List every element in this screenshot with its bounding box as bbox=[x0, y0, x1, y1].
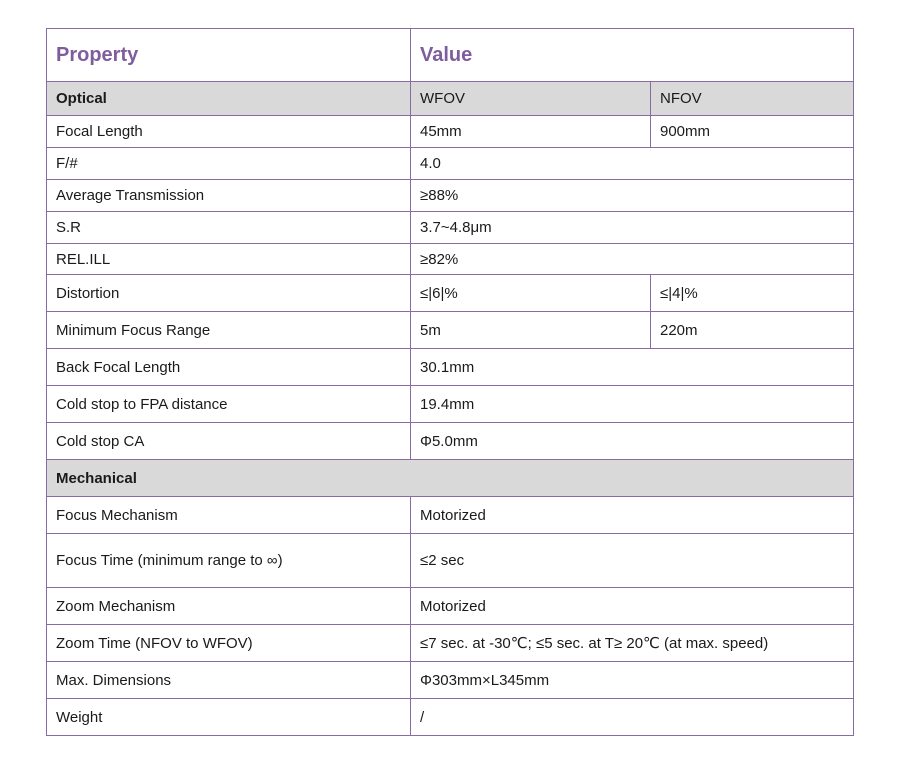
sr-label: S.R bbox=[47, 212, 411, 244]
focus-mechanism-label: Focus Mechanism bbox=[47, 497, 411, 534]
table-row bbox=[47, 180, 854, 212]
avg-transmission-label: Average Transmission bbox=[47, 180, 411, 212]
table-row bbox=[47, 312, 854, 349]
table-row bbox=[47, 275, 854, 312]
min-focus-range-wfov: 5m bbox=[411, 312, 651, 349]
focal-length-wfov: 45mm bbox=[411, 116, 651, 148]
distortion-label: Distortion bbox=[47, 275, 411, 312]
focus-time-label: Focus Time (minimum range to ∞) bbox=[47, 534, 411, 588]
nfov-header: NFOV bbox=[651, 82, 854, 116]
cold-stop-fpa-label: Cold stop to FPA distance bbox=[47, 386, 411, 423]
table-row bbox=[47, 662, 854, 699]
spec-table bbox=[46, 28, 854, 736]
table-row bbox=[47, 588, 854, 625]
table-row bbox=[47, 116, 854, 148]
table-row bbox=[47, 148, 854, 180]
table-row bbox=[47, 212, 854, 244]
zoom-mechanism-value: Motorized bbox=[411, 588, 854, 625]
table-row bbox=[47, 423, 854, 460]
max-dimensions-label: Max. Dimensions bbox=[47, 662, 411, 699]
table-row bbox=[47, 534, 854, 588]
table-row bbox=[47, 497, 854, 534]
table-row bbox=[47, 699, 854, 736]
weight-label: Weight bbox=[47, 699, 411, 736]
rel-ill-label: REL.ILL bbox=[47, 244, 411, 275]
value-header: Value bbox=[411, 29, 854, 82]
focus-mechanism-value: Motorized bbox=[411, 497, 854, 534]
f-number-label: F/# bbox=[47, 148, 411, 180]
max-dimensions-value: Φ303mm×L345mm bbox=[411, 662, 854, 699]
avg-transmission-value: ≥88% bbox=[411, 180, 854, 212]
min-focus-range-nfov: 220m bbox=[651, 312, 854, 349]
table-row bbox=[47, 386, 854, 423]
focal-length-label: Focal Length bbox=[47, 116, 411, 148]
optical-section-label: Optical bbox=[47, 82, 411, 116]
distortion-wfov: ≤|6|% bbox=[411, 275, 651, 312]
cold-stop-fpa-value: 19.4mm bbox=[411, 386, 854, 423]
zoom-time-label: Zoom Time (NFOV to WFOV) bbox=[47, 625, 411, 662]
mechanical-section-label: Mechanical bbox=[47, 460, 854, 497]
cold-stop-ca-value: Φ5.0mm bbox=[411, 423, 854, 460]
header-row bbox=[47, 29, 854, 82]
f-number-value: 4.0 bbox=[411, 148, 854, 180]
table-row bbox=[47, 349, 854, 386]
back-focal-length-label: Back Focal Length bbox=[47, 349, 411, 386]
optical-section-row bbox=[47, 82, 854, 116]
rel-ill-value: ≥82% bbox=[411, 244, 854, 275]
property-header: Property bbox=[47, 29, 411, 82]
zoom-time-value: ≤7 sec. at -30℃; ≤5 sec. at T≥ 20℃ (at max. speed) bbox=[411, 625, 854, 662]
focal-length-nfov: 900mm bbox=[651, 116, 854, 148]
weight-value: / bbox=[411, 699, 854, 736]
back-focal-length-value: 30.1mm bbox=[411, 349, 854, 386]
focus-time-value: ≤2 sec bbox=[411, 534, 854, 588]
wfov-header: WFOV bbox=[411, 82, 651, 116]
mechanical-section-row bbox=[47, 460, 854, 497]
distortion-nfov: ≤|4|% bbox=[651, 275, 854, 312]
table-row bbox=[47, 244, 854, 275]
table-row bbox=[47, 625, 854, 662]
sr-value: 3.7~4.8μm bbox=[411, 212, 854, 244]
min-focus-range-label: Minimum Focus Range bbox=[47, 312, 411, 349]
cold-stop-ca-label: Cold stop CA bbox=[47, 423, 411, 460]
zoom-mechanism-label: Zoom Mechanism bbox=[47, 588, 411, 625]
